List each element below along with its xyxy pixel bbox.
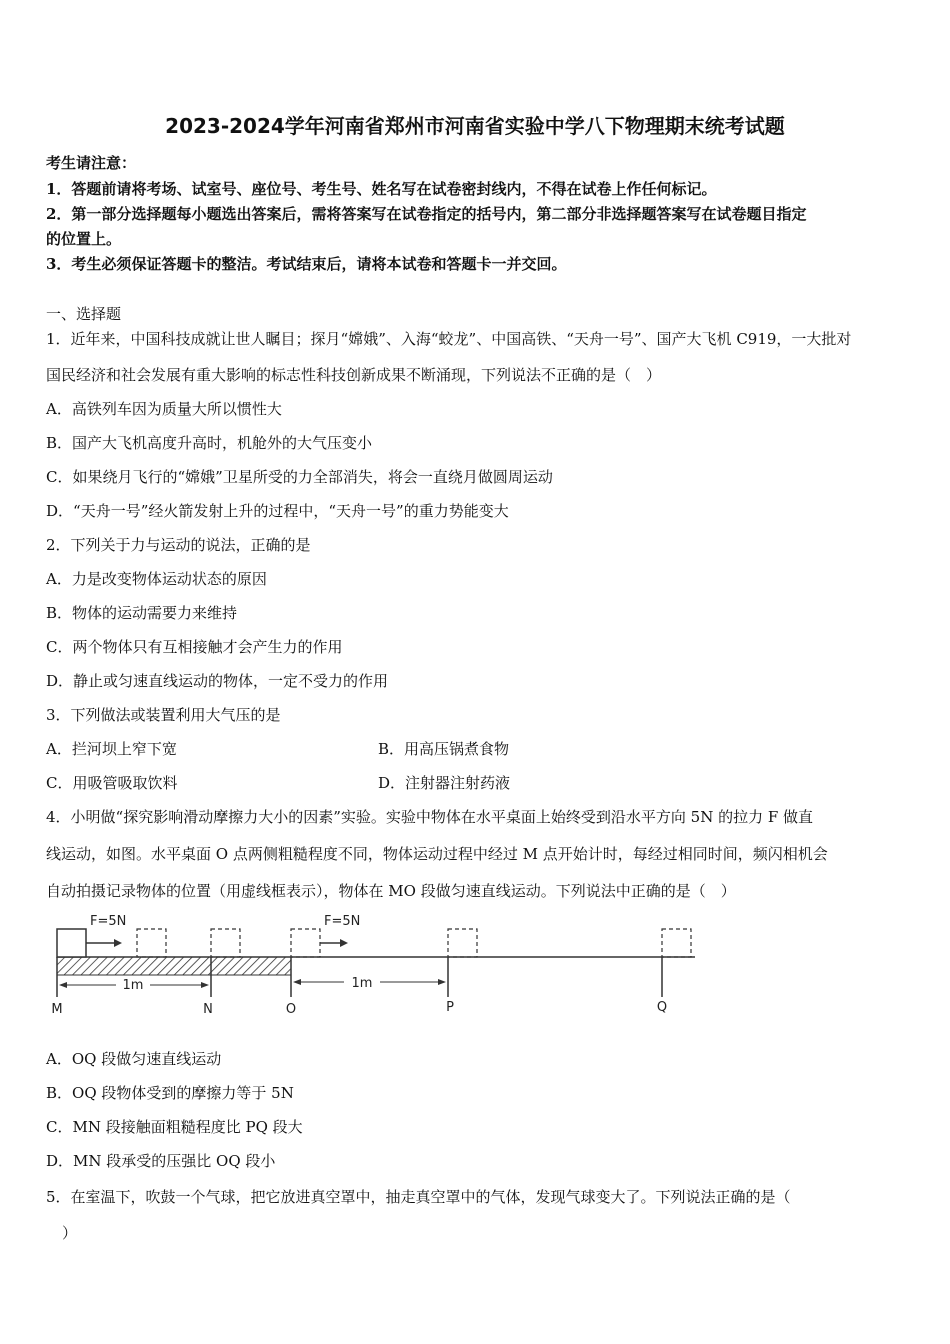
notice-item: 3．考生必须保证答题卡的整洁。考试结束后，请将本试卷和答题卡一并交回。: [46, 255, 567, 273]
block: [57, 929, 86, 957]
q4-option-d: D．MN 段承受的压强比 OQ 段小: [46, 1152, 276, 1170]
position-frame: [211, 929, 240, 957]
question-5-stem: 5．在室温下，吹鼓一个气球，把它放进真空罩中，抽走真空罩中的气体，发现气球变大了。下列说法正确的是（: [46, 1188, 791, 1206]
notice-heading: 考生请注意：: [46, 154, 137, 172]
q2-option-a: A．力是改变物体运动状态的原因: [46, 570, 267, 588]
point-label-q: Q: [656, 1000, 668, 1015]
point-label-m: M: [51, 1002, 63, 1017]
distance-arrowhead: [59, 982, 67, 988]
force-arrowhead: [114, 939, 122, 947]
q1-option-d: D．“天舟一号”经火箭发射上升的过程中，“天舟一号”的重力势能变大: [46, 502, 509, 520]
question-1-stem-cont: 国民经济和社会发展有重大影响的标志性科技创新成果不断涌现，下列说法不正确的是（ ）: [46, 366, 662, 384]
exam-title: 2023-2024学年河南省郑州市河南省实验中学八下物理期末统考试题: [165, 114, 785, 138]
q4-option-b: B．OQ 段物体受到的摩擦力等于 5N: [46, 1084, 294, 1102]
force-arrowhead: [340, 939, 348, 947]
position-frame: [291, 929, 320, 957]
q2-option-d: D．静止或匀速直线运动的物体，一定不受力的作用: [46, 672, 389, 690]
question-5-paren: ）: [62, 1224, 78, 1242]
section-heading: 一、选择题: [46, 305, 122, 323]
q1-option-a: A．高铁列车因为质量大所以惯性大: [46, 400, 282, 418]
question-1-stem: 1．近年来，中国科技成就让世人瞩目；探月“嫦娥”、入海“蛟龙”、中国高铁、“天舟一号”、国产大飞机 C919，一大批对: [46, 330, 852, 348]
question-3-stem: 3．下列做法或装置利用大气压的是: [46, 706, 281, 724]
q3-option-a: A．拦河坝上窄下宽: [46, 740, 177, 758]
q1-option-c: C．如果绕月飞行的“嫦娥”卫星所受的力全部消失，将会一直绕月做圆周运动: [46, 468, 553, 486]
q4-option-c: C．MN 段接触面粗糙程度比 PQ 段大: [46, 1118, 303, 1136]
q4-option-a: A．OQ 段做匀速直线运动: [46, 1050, 222, 1068]
notice-item: 2．第一部分选择题每小题选出答案后，需将答案写在试卷指定的括号内，第二部分非选择题答案写在试卷题目指定: [46, 205, 807, 223]
q1-option-b: B．国产大飞机高度升高时，机舱外的大气压变小: [46, 434, 373, 452]
distance-label-op: 1m: [351, 976, 373, 991]
q2-option-b: B．物体的运动需要力来维持: [46, 604, 238, 622]
friction-experiment-figure: [40, 905, 720, 1020]
q3-option-c: C．用吸管吸取饮料: [46, 774, 178, 792]
distance-label-mn: 1m: [122, 978, 144, 993]
position-frame: [662, 929, 691, 957]
q2-option-c: C．两个物体只有互相接触才会产生力的作用: [46, 638, 343, 656]
q3-option-b: B．用高压锅煮食物: [378, 740, 510, 758]
distance-arrowhead: [293, 979, 301, 985]
question-4-stem-cont: 自动拍摄记录物体的位置（用虚线框表示），物体在 MO 段做匀速直线运动。下列说法中正确的是（ ）: [46, 882, 736, 900]
question-2-stem: 2．下列关于力与运动的说法，正确的是: [46, 536, 311, 554]
question-4-stem-cont: 线运动，如图。水平桌面 O 点两侧粗糙程度不同，物体运动过程中经过 M 点开始计时，每经过相同时间，频闪相机会: [46, 845, 828, 863]
point-label-n: N: [203, 1002, 213, 1017]
position-frame: [137, 929, 166, 957]
distance-arrowhead: [438, 979, 446, 985]
force-label-2: F=5N: [324, 914, 361, 929]
rough-surface: [57, 957, 291, 975]
notice-item: 的位置上。: [46, 230, 122, 248]
question-4-stem: 4．小明做“探究影响滑动摩擦力大小的因素”实验。实验中物体在水平桌面上始终受到沿水平方向 5N 的拉力 F 做直: [46, 808, 814, 826]
force-label-1: F=5N: [90, 914, 127, 929]
q3-option-d: D．注射器注射药液: [378, 774, 511, 792]
distance-arrowhead: [201, 982, 209, 988]
notice-item: 1．答题前请将考场、试室号、座位号、考生号、姓名写在试卷密封线内，不得在试卷上作任何标记。: [46, 180, 717, 198]
point-label-o: O: [285, 1002, 297, 1017]
position-frame: [448, 929, 477, 957]
point-label-p: P: [446, 1000, 454, 1015]
